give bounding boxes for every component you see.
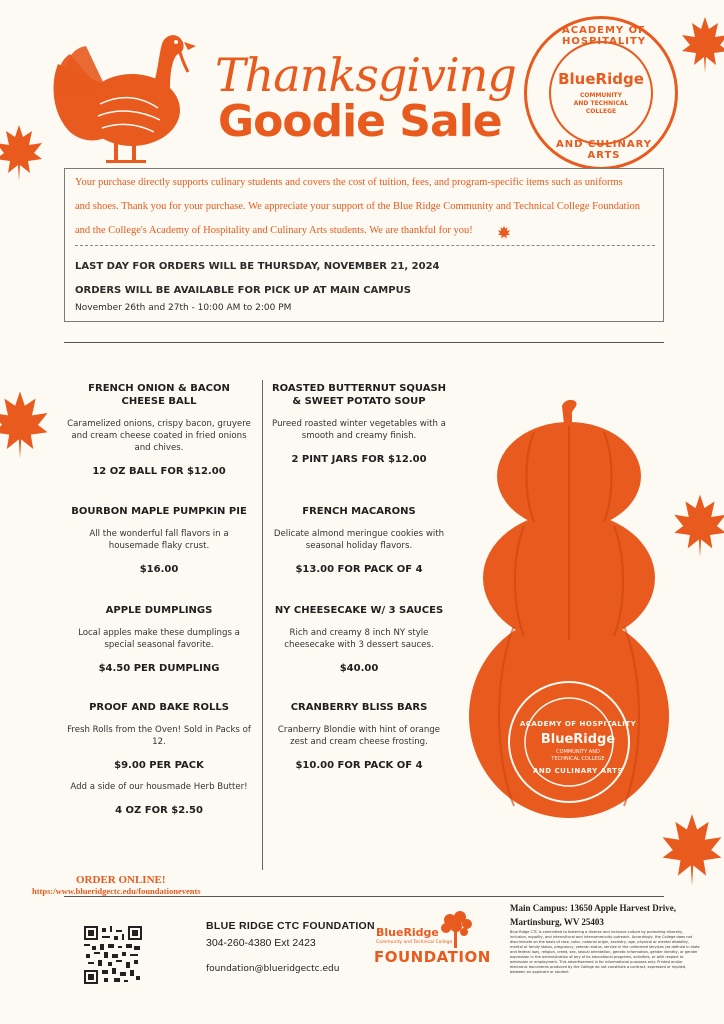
foundation-name: BLUE RIDGE CTC FOUNDATION — [206, 920, 375, 932]
maple-leaf-icon — [680, 10, 724, 80]
campus-line: Main Campus: 13650 Apple Harvest Drive, — [510, 903, 676, 913]
menu-item-name: FRENCH MACARONS — [302, 506, 416, 517]
pumpkin-seal — [512, 720, 644, 775]
menu-item — [66, 604, 252, 674]
seal-arc-bottom: AND CULINARY ARTS — [556, 139, 652, 161]
menu-item-price: $10.00 FOR PACK OF 4 — [295, 760, 423, 771]
menu-item — [268, 701, 450, 771]
footer-divider — [64, 896, 664, 897]
last-day-notice: LAST DAY FOR ORDERS WILL BE THURSDAY, NOVEMBER 21, 2024 — [75, 261, 440, 272]
menu-item-desc: Local apples make these dumplings a special seasonal favorite. — [78, 628, 240, 650]
info-paragraph: Your purchase directly supports culinary students and covers the cost of tuition, fees, and program-specific items such as uniforms — [75, 177, 623, 188]
maple-leaf-icon — [0, 380, 50, 470]
menu-item — [268, 505, 450, 575]
foundation-phone: 304-260-4380 Ext 2423 — [206, 937, 316, 949]
turkey-icon — [40, 24, 200, 168]
menu-item-price: $16.00 — [139, 564, 179, 575]
menu-item — [66, 505, 252, 575]
qr-code[interactable] — [84, 926, 142, 984]
seal-inner — [549, 41, 653, 145]
menu-item-desc: Fresh Rolls from the Oven! Sold in Packs of 12. — [67, 725, 251, 747]
menu-item-name: FRENCH ONION & BACON CHEESE BALL — [88, 383, 230, 407]
maple-leaf-icon — [497, 225, 511, 241]
pickup-times: November 26th and 27th - 10:00 AM to 2:00 PM — [75, 303, 292, 313]
menu-item-price: 12 OZ BALL FOR $12.00 — [92, 466, 226, 477]
menu-item-desc: Cranberry Blondie with hint of orange zest and cream cheese frosting. — [277, 725, 441, 747]
page-title: Goodie Sale — [218, 96, 502, 147]
menu-item — [268, 382, 450, 465]
menu-item-extra-price: 4 OZ FOR $2.50 — [115, 805, 203, 816]
seal-sub-line: AND TECHNICAL — [573, 100, 629, 107]
divider — [64, 342, 664, 343]
menu-item-desc: Caramelized onions, crispy bacon, gruyere and cream cheese coated in fried onions and chives. — [67, 419, 251, 453]
menu-item-desc: All the wonderful fall flavors in a housemade flaky crust. — [89, 529, 229, 551]
menu-item-price: $4.50 PER DUMPLING — [98, 663, 220, 674]
menu-item-desc: Delicate almond meringue cookies with seasonal holiday flavors. — [273, 529, 445, 551]
menu-item — [268, 604, 450, 674]
seal-brand: BlueRidge — [558, 70, 644, 88]
menu-item-name: ROASTED BUTTERNUT SQUASH & SWEET POTATO SOUP — [271, 383, 447, 407]
foundation-email[interactable]: foundation@blueridgectc.edu — [206, 964, 340, 974]
logo-sub: Community and Technical College — [376, 940, 453, 945]
seal-sub — [574, 92, 628, 116]
academy-seal — [524, 16, 678, 170]
menu-item-extra-desc: Add a side of our housmade Herb Butter! — [70, 782, 248, 792]
seal-sub-line: COMMUNITY — [579, 92, 622, 99]
menu-item-price: $40.00 — [339, 663, 379, 674]
seal-arc-top: ACADEMY OF HOSPITALITY — [561, 25, 647, 47]
menu-item-name: PROOF AND BAKE ROLLS — [89, 702, 229, 713]
menu-item — [66, 701, 252, 816]
logo-foundation: FOUNDATION — [374, 948, 491, 966]
menu-item-name: CRANBERRY BLISS BARS — [290, 702, 428, 713]
foundation-logo — [374, 906, 494, 984]
pumpkin-seal-sub: COMMUNITY AND TECHNICAL COLLEGE — [551, 749, 605, 762]
title-script: Thanksgiving — [215, 48, 516, 102]
info-box — [64, 168, 664, 322]
info-paragraph: and the College's Academy of Hospitality and Culinary Arts students. We are thankful for you! — [75, 225, 473, 236]
menu-item-name: NY CHEESECAKE W/ 3 SAUCES — [274, 605, 444, 616]
menu-item-name: BOURBON MAPLE PUMPKIN PIE — [71, 506, 247, 517]
fine-print: Blue Ridge CTC is committed to fostering a diverse and inclusive culture by promoting diversity, inclusion, equality, and intercultural and intercommunity outreach. Accordingly, the College does not discriminate on the basis of race, color, national origin, ancestry, age, physical or mental disability, marital or family status, pregnancy, veteran status, service in the uniformed services (as defined in state and federal law), religion, creed, sex, sexual orientation, genetic information, gender identity, or gender expression in the administration of any of its educational programs, activities, or with respect to admission or employment. This advertisement is for informational purposes only. Printed and/or electronic documents produced by the College do not constitute a contract, expressed or implied, between an applicant or student — [510, 930, 700, 974]
menu-item-desc: Rich and creamy 8 inch NY style cheesecake with 3 dessert sauces. — [284, 628, 434, 650]
menu-item — [66, 382, 252, 477]
pumpkin-seal-arc-bottom: AND CULINARY ARTS — [532, 767, 623, 775]
pumpkin-seal-arc-top: ACADEMY OF HOSPITALITY — [519, 720, 637, 728]
logo-brand: BlueRidge — [376, 926, 439, 939]
menu-item-name: APPLE DUMPLINGS — [105, 605, 213, 616]
dashed-divider — [75, 245, 655, 246]
maple-leaf-icon — [672, 486, 724, 566]
menu-item-price: $13.00 FOR PACK OF 4 — [295, 564, 423, 575]
maple-leaf-icon — [0, 118, 44, 188]
order-online-label: ORDER ONLINE! — [76, 874, 166, 886]
campus-address — [510, 914, 700, 931]
pumpkin-seal-brand: BlueRidge — [540, 732, 616, 747]
menu-item-price: 2 PINT JARS FOR $12.00 — [291, 454, 427, 465]
seal-sub-line: COLLEGE — [585, 108, 617, 115]
menu-item-desc: Pureed roasted winter vegetables with a smooth and creamy finish. — [272, 419, 446, 441]
info-paragraph: and shoes. Thank you for your purchase. We appreciate your support of the Blue Ridge Community and Technical College Foundation — [75, 201, 641, 212]
menu-item-price: $9.00 PER PACK — [114, 760, 204, 771]
pickup-notice: ORDERS WILL BE AVAILABLE FOR PICK UP AT MAIN CAMPUS — [75, 285, 411, 296]
order-url-link[interactable]: https:/www.blueridgectc.edu/foundationevents — [32, 886, 201, 896]
campus-line: Martinsburg, WV 25403 — [510, 917, 604, 927]
column-divider — [262, 380, 263, 870]
